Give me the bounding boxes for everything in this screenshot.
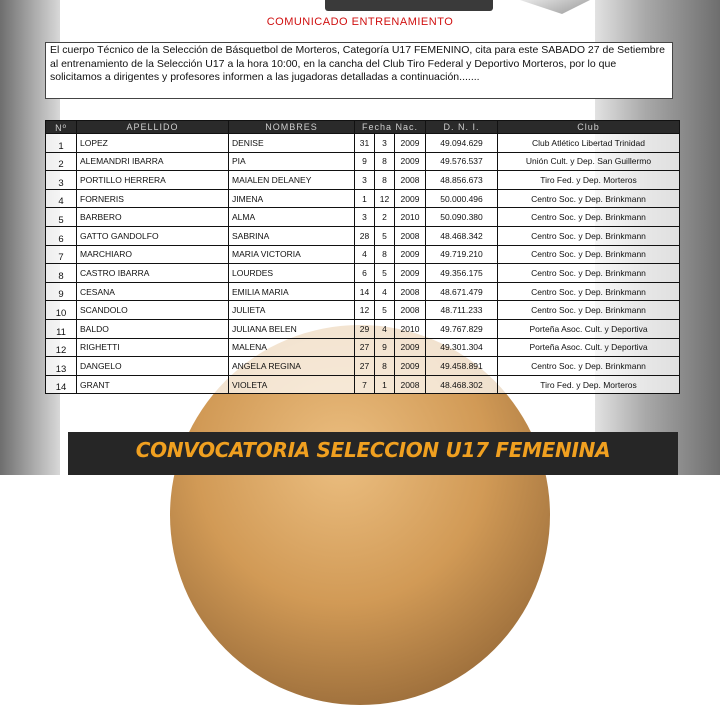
cell-m: 5 (375, 226, 395, 245)
cell-d: 27 (355, 338, 375, 357)
cell-club: Centro Soc. y Dep. Brinkmann (498, 282, 680, 301)
cell-dni: 48.468.342 (426, 226, 498, 245)
cell-num: 7 (46, 245, 77, 264)
cell-d: 3 (355, 208, 375, 227)
cell-nombres: JULIANA BELEN (229, 319, 355, 338)
table-row (46, 134, 680, 153)
header-num: Nº (46, 121, 77, 134)
cell-club: Tiro Fed. y Dep. Morteros (498, 171, 680, 190)
cell-d: 6 (355, 264, 375, 283)
cell-num: 1 (46, 134, 77, 153)
top-tab (325, 0, 493, 11)
cell-nombres: JULIETA (229, 301, 355, 320)
cell-num: 11 (46, 319, 77, 338)
cell-d: 7 (355, 375, 375, 394)
cell-y: 2009 (395, 152, 426, 171)
table-row (46, 189, 680, 208)
table-row (46, 319, 680, 338)
cell-num: 3 (46, 171, 77, 190)
cell-m: 9 (375, 338, 395, 357)
cell-num: 13 (46, 357, 77, 376)
cell-y: 2010 (395, 319, 426, 338)
cell-d: 12 (355, 301, 375, 320)
cell-club: Centro Soc. y Dep. Brinkmann (498, 245, 680, 264)
cell-nombres: PIA (229, 152, 355, 171)
cell-num: 6 (46, 226, 77, 245)
cell-dni: 48.468.302 (426, 375, 498, 394)
header-apellido: APELLIDO (77, 121, 229, 134)
cell-club: Porteña Asoc. Cult. y Deportiva (498, 338, 680, 357)
cell-m: 4 (375, 282, 395, 301)
cell-y: 2009 (395, 357, 426, 376)
cell-nombres: JIMENA (229, 189, 355, 208)
cell-dni: 49.094.629 (426, 134, 498, 153)
cell-nombres: ANGELA REGINA (229, 357, 355, 376)
roster-body (46, 134, 680, 394)
cell-club: Porteña Asoc. Cult. y Deportiva (498, 319, 680, 338)
cell-num: 12 (46, 338, 77, 357)
cell-dni: 49.356.175 (426, 264, 498, 283)
cell-dni: 49.767.829 (426, 319, 498, 338)
cell-d: 9 (355, 152, 375, 171)
cell-m: 12 (375, 189, 395, 208)
cell-y: 2008 (395, 226, 426, 245)
cell-d: 29 (355, 319, 375, 338)
table-row (46, 245, 680, 264)
table-row (46, 282, 680, 301)
cell-nombres: MARIA VICTORIA (229, 245, 355, 264)
cell-num: 4 (46, 189, 77, 208)
cell-club: Club Atlético Libertad Trinidad (498, 134, 680, 153)
cell-dni: 49.301.304 (426, 338, 498, 357)
cell-dni: 50.090.380 (426, 208, 498, 227)
cell-nombres: DENISE (229, 134, 355, 153)
cell-d: 1 (355, 189, 375, 208)
cell-apellido: FORNERIS (77, 189, 229, 208)
table-row (46, 264, 680, 283)
cell-nombres: VIOLETA (229, 375, 355, 394)
cell-nombres: MAIALEN DELANEY (229, 171, 355, 190)
cell-m: 5 (375, 301, 395, 320)
cell-apellido: ALEMANDRI IBARRA (77, 152, 229, 171)
cell-y: 2008 (395, 171, 426, 190)
cell-d: 28 (355, 226, 375, 245)
table-row (46, 357, 680, 376)
cell-y: 2008 (395, 282, 426, 301)
table-row (46, 152, 680, 171)
roster-table (45, 120, 680, 394)
cell-dni: 49.458.891 (426, 357, 498, 376)
cell-apellido: GATTO GANDOLFO (77, 226, 229, 245)
cell-num: 2 (46, 152, 77, 171)
cell-club: Centro Soc. y Dep. Brinkmann (498, 264, 680, 283)
page-subtitle: COMUNICADO ENTRENAMIENTO (266, 16, 454, 28)
table-row (46, 301, 680, 320)
banner-title: CONVOCATORIA SELECCION U17 FEMENINA (135, 438, 611, 462)
cell-apellido: MARCHIARO (77, 245, 229, 264)
cell-apellido: CESANA (77, 282, 229, 301)
cell-num: 14 (46, 375, 77, 394)
cell-apellido: LOPEZ (77, 134, 229, 153)
cell-num: 8 (46, 264, 77, 283)
cell-nombres: EMILIA MARIA (229, 282, 355, 301)
cell-nombres: ALMA (229, 208, 355, 227)
cell-y: 2009 (395, 338, 426, 357)
table-row (46, 208, 680, 227)
cell-d: 31 (355, 134, 375, 153)
table-header-row (46, 121, 680, 134)
cell-d: 4 (355, 245, 375, 264)
cell-m: 8 (375, 357, 395, 376)
cell-y: 2008 (395, 375, 426, 394)
cell-y: 2010 (395, 208, 426, 227)
cell-m: 8 (375, 245, 395, 264)
table-row (46, 338, 680, 357)
cell-m: 5 (375, 264, 395, 283)
header-dni: D. N. I. (426, 121, 498, 134)
cell-club: Tiro Fed. y Dep. Morteros (498, 375, 680, 394)
cell-club: Centro Soc. y Dep. Brinkmann (498, 226, 680, 245)
cell-y: 2009 (395, 189, 426, 208)
cell-m: 3 (375, 134, 395, 153)
cell-m: 2 (375, 208, 395, 227)
cell-d: 27 (355, 357, 375, 376)
header-club: Club (498, 121, 680, 134)
header-fecha: Fecha Nac. (355, 121, 426, 134)
cell-club: Centro Soc. y Dep. Brinkmann (498, 189, 680, 208)
cell-m: 8 (375, 152, 395, 171)
footer-banner (68, 432, 678, 475)
cell-num: 5 (46, 208, 77, 227)
table-row (46, 171, 680, 190)
top-decoration (520, 0, 590, 14)
notice-box: El cuerpo Técnico de la Selección de Básquetbol de Morteros, Categoría U17 FEMENINO, cita para este SABADO 27 de Setiembre al entrenamiento de la Selección U17 a la hora 10:00, en la cancha del Club Tiro Federal y Deportivo Morteros, por lo que solicitamos a dirigentes y profesores informen a las jugadoras detalladas a continuación....... (45, 42, 673, 99)
cell-apellido: GRANT (77, 375, 229, 394)
cell-apellido: BARBERO (77, 208, 229, 227)
cell-m: 4 (375, 319, 395, 338)
cell-y: 2009 (395, 264, 426, 283)
table-row (46, 226, 680, 245)
header-nombres: NOMBRES (229, 121, 355, 134)
cell-dni: 48.856.673 (426, 171, 498, 190)
cell-dni: 48.671.479 (426, 282, 498, 301)
cell-apellido: CASTRO IBARRA (77, 264, 229, 283)
cell-y: 2009 (395, 245, 426, 264)
cell-nombres: SABRINA (229, 226, 355, 245)
cell-d: 3 (355, 171, 375, 190)
cell-nombres: LOURDES (229, 264, 355, 283)
cell-y: 2008 (395, 301, 426, 320)
cell-club: Centro Soc. y Dep. Brinkmann (498, 301, 680, 320)
cell-d: 14 (355, 282, 375, 301)
cell-y: 2009 (395, 134, 426, 153)
cell-apellido: SCANDOLO (77, 301, 229, 320)
cell-m: 1 (375, 375, 395, 394)
cell-apellido: PORTILLO HERRERA (77, 171, 229, 190)
cell-dni: 49.576.537 (426, 152, 498, 171)
cell-m: 8 (375, 171, 395, 190)
cell-club: Centro Soc. y Dep. Brinkmann (498, 208, 680, 227)
cell-dni: 49.719.210 (426, 245, 498, 264)
table-row (46, 375, 680, 394)
cell-club: Centro Soc. y Dep. Brinkmann (498, 357, 680, 376)
cell-num: 9 (46, 282, 77, 301)
cell-club: Unión Cult. y Dep. San Guillermo (498, 152, 680, 171)
cell-apellido: RIGHETTI (77, 338, 229, 357)
cell-num: 10 (46, 301, 77, 320)
cell-dni: 48.711.233 (426, 301, 498, 320)
cell-apellido: BALDO (77, 319, 229, 338)
cell-nombres: MALENA (229, 338, 355, 357)
cell-dni: 50.000.496 (426, 189, 498, 208)
cell-apellido: DANGELO (77, 357, 229, 376)
